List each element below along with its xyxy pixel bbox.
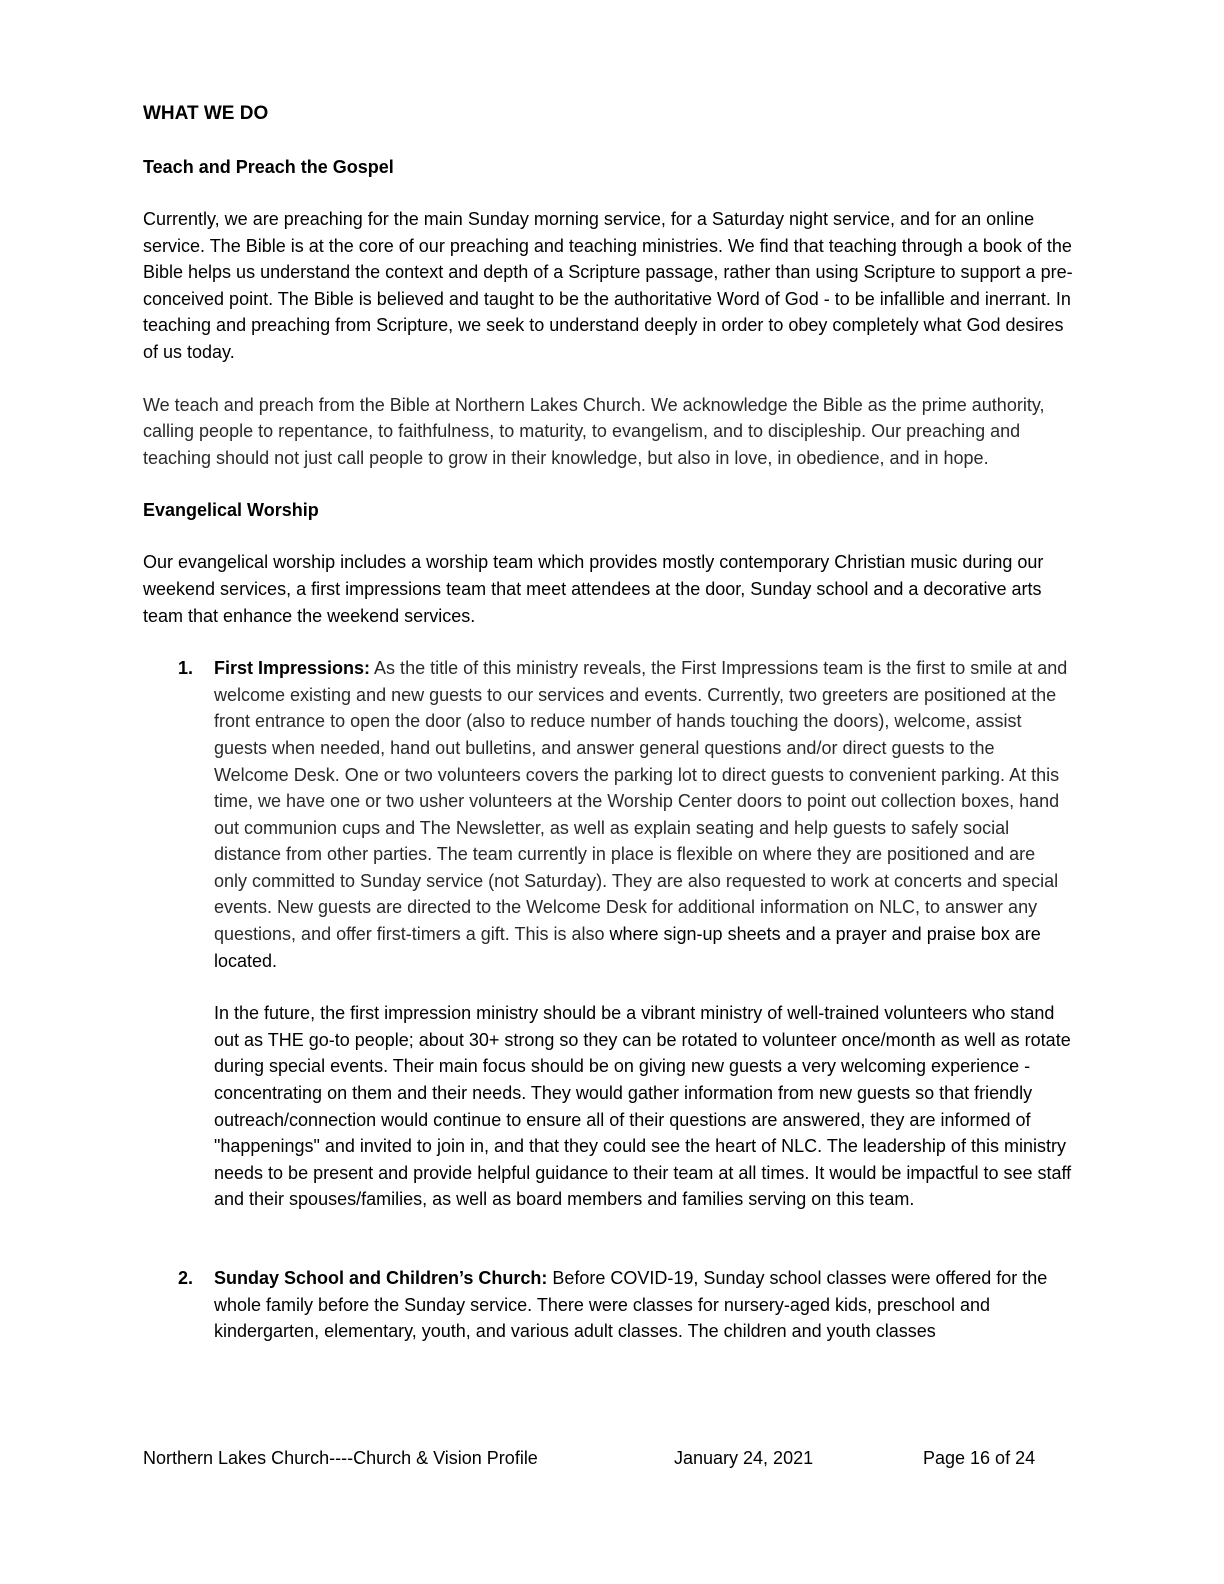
section2-paragraph-1: Our evangelical worship includes a worship team which provides mostly contemporary Christian music during our weekend services, a first impressions team that meet attendees at the door, Sunday school and a decorative arts team that enhance the weekend services. [143,552,1044,626]
list-item-text-end: where sign-up sheets and a prayer and praise box are located. [214,924,1041,971]
list-number: 2. [178,1268,194,1288]
section1-paragraph-1: Currently, we are preaching for the main Sunday morning service, for a Saturday night service, and for an online service. The Bible is at the core of our preaching and teaching ministries. We find that teaching through a book of the Bible helps us understand the context and depth of a Scripture passage, rather than using Scripture to support a pre-conceived point. The Bible is believed and taught to be the authoritative Word of God - to be infallible and inerrant. In teaching and preaching from Scripture, we seek to understand deeply in order to obey completely what God desires of us today. [143,209,1073,362]
list-item-label: First Impressions: [214,658,371,679]
footer-date: January 24, 2021 [674,1448,814,1468]
footer-document-title: Northern Lakes Church----Church & Vision Profile [143,1448,538,1468]
list-item-sunday-school [143,1265,1073,1345]
list-item-text: Before COVID-19, Sunday school classes were offered for the whole family before the Sunday service. There were classes for nursery-aged kids, preschool and kindergarten, elementary, youth, and various adult classes. The children and youth classes [214,1268,1048,1342]
list-number: 1. [178,658,194,679]
list-item-label: Sunday School and Children’s Church: [214,1268,548,1288]
list-item-text: As the title of this ministry reveals, the First Impressions team is the first to smile at and welcome existing and new guests to our services and events. Currently, two greeters are positioned at the front entrance to open the door (also to reduce number of hands touching the doors), welcome, assist guests when needed, hand out bulletins, and answer general questions and/or direct guests to the Welcome Desk. One or two volunteers covers the parking lot to direct guests to convenient parking. At this time, we have one or two usher volunteers at the Worship Center doors to point out collection boxes, hand out communion cups and The Newsletter, as well as explain seating and help guests to safely social distance from other parties. The team currently in place is flexible on where they are positioned and are only committed to Sunday service (not Saturday). They are also requested to work at concerts and special events. New guests are directed to the Welcome Desk for additional information on NLC, to answer any questions, and offer first-timers a gift. This is also [214,658,1068,945]
list-item-paragraph-2: In the future, the first impression ministry should be a vibrant ministry of well-trained volunteers who stand out as THE go-to people; about 30+ strong so they can be rotated to volunteer once/month as well as rotate during special events. Their main focus should be on giving new guests a very welcoming experience - concentrating on them and their needs. They would gather information from new guests so that friendly outreach/connection would continue to ensure all of their questions are answered, they are informed of "happenings" and invited to join in, and that they could see the heart of NLC. The leadership of this ministry needs to be present and provide helpful guidance to their team at all times. It would be impactful to see staff and their spouses/families, as well as board members and families serving on this team. [214,1003,1072,1210]
document-page [143,100,1073,1345]
section-title-evangelical-worship: Evangelical Worship [143,500,319,521]
list-item-first-impressions [143,655,1073,1213]
page-footer [143,1444,1073,1472]
page-heading: WHAT WE DO [143,103,269,124]
section-title-teach-preach: Teach and Preach the Gospel [143,157,394,177]
footer-page-number: Page 16 of 24 [923,1448,1036,1468]
list-item-body [214,655,1073,974]
section1-paragraph-2: We teach and preach from the Bible at Northern Lakes Church. We acknowledge the Bible as the prime authority, calling people to repentance, to faithfulness, to maturity, to evangelism, and to discipleship. Our preaching and teaching should not just call people to grow in their knowledge, but also in love, in obedience, and in hope. [143,394,1045,468]
list-item-body [214,1265,1073,1345]
